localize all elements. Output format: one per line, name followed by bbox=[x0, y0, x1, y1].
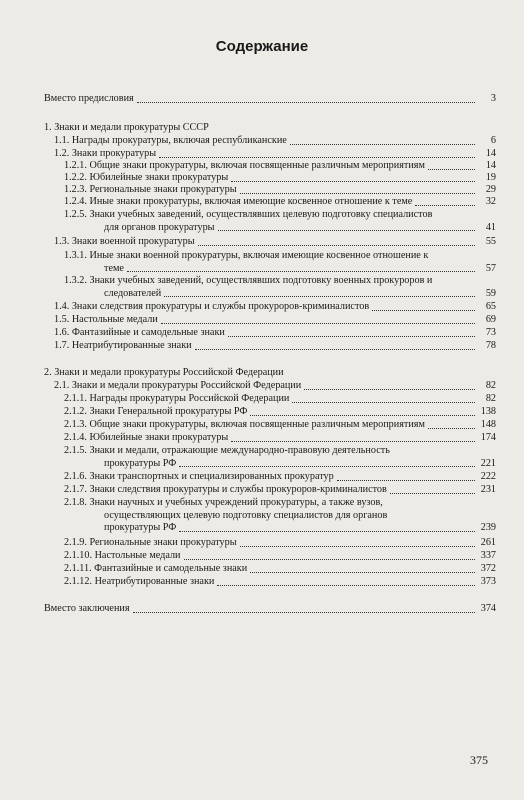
toc-entry bbox=[44, 93, 496, 106]
toc-page-number: 6 bbox=[490, 135, 496, 146]
toc-entry-title: 1.2.1. Общие знаки прокуратуры, включая посвященные различным мероприятиям bbox=[64, 160, 425, 171]
toc-entry-title: 2.1.2. Знаки Генеральной прокуратуры РФ bbox=[64, 406, 248, 417]
toc-leader-dots bbox=[179, 531, 475, 532]
toc-entry-title: 2.1.5. Знаки и медали, отражающие международно-правовую деятельность bbox=[64, 445, 390, 456]
toc-entry-title: 2. Знаки и медали прокуратуры Российской Федерации bbox=[44, 367, 284, 378]
toc-entry-title: 2.1.9. Региональные знаки прокуратуры bbox=[64, 537, 237, 548]
toc-entry-title: 2.1.8. Знаки научных и учебных учреждений прокуратуры, а также вузов, bbox=[64, 497, 383, 508]
toc-entry-title: прокуратуры РФ bbox=[104, 522, 177, 533]
toc-page-number: 73 bbox=[485, 327, 496, 338]
toc-leader-dots bbox=[195, 349, 475, 350]
page-number: 375 bbox=[470, 753, 488, 767]
toc-leader-dots bbox=[290, 144, 475, 145]
toc-entry-title: для органов прокуратуры bbox=[104, 221, 215, 233]
toc-page-number: 373 bbox=[480, 576, 496, 587]
toc-page-number: 239 bbox=[480, 522, 496, 533]
toc-page-number: 3 bbox=[490, 93, 496, 104]
toc-page-number: 69 bbox=[485, 314, 496, 325]
toc-leader-dots bbox=[240, 546, 475, 547]
toc-page-number: 337 bbox=[480, 550, 496, 561]
toc-leader-dots bbox=[250, 415, 475, 416]
toc-entry bbox=[44, 537, 496, 550]
toc-entry bbox=[44, 497, 496, 535]
toc-entry-title: теме bbox=[104, 262, 124, 274]
toc-leader-dots bbox=[292, 402, 475, 403]
toc-entry-title: 2.1.1. Награды прокуратуры Российской Федерации bbox=[64, 393, 290, 404]
toc-entry-title: 1.3.1. Иные знаки военной прокуратуры, включая имеющие косвенное отношение к bbox=[64, 250, 429, 261]
toc-entry bbox=[44, 250, 496, 275]
toc-entry bbox=[44, 209, 496, 234]
toc-entry bbox=[44, 135, 496, 148]
toc-entry-title: прокуратуры РФ bbox=[104, 457, 177, 469]
toc-leader-dots bbox=[161, 323, 475, 324]
toc-page-number: 55 bbox=[485, 236, 496, 247]
toc-entry bbox=[44, 563, 496, 576]
toc-entry bbox=[44, 236, 496, 249]
toc-entry bbox=[44, 550, 496, 563]
toc-page-number: 19 bbox=[485, 172, 496, 183]
toc-page-number: 222 bbox=[480, 471, 496, 482]
toc-entry-title: осуществляющих целевую подготовку специалистов для органов bbox=[104, 509, 388, 521]
toc-leader-dots bbox=[198, 245, 475, 246]
toc-leader-dots bbox=[250, 572, 475, 573]
toc-page-number: 221 bbox=[480, 457, 496, 469]
toc-leader-dots bbox=[415, 205, 475, 206]
toc-entry-title: 1.4. Знаки следствия прокуратуры и службы прокуроров-криминалистов bbox=[54, 301, 370, 312]
toc-leader-dots bbox=[217, 585, 475, 586]
toc-entry-title: следователей bbox=[104, 287, 162, 299]
toc-leader-dots bbox=[231, 441, 475, 442]
toc-entry-title: 1.1. Награды прокуратуры, включая республиканские bbox=[54, 135, 287, 146]
toc-entry bbox=[44, 184, 496, 197]
toc-entry-title: 1.2.5. Знаки учебных заведений, осуществлявших целевую подготовку специалистов bbox=[64, 209, 433, 220]
toc-entry bbox=[44, 603, 496, 616]
toc-leader-dots bbox=[428, 169, 475, 170]
toc-page-number: 82 bbox=[485, 380, 496, 391]
toc-entry bbox=[44, 314, 496, 327]
toc-page-number: 59 bbox=[485, 287, 496, 299]
toc-page-number: 138 bbox=[480, 406, 496, 417]
toc-page-number: 29 bbox=[485, 184, 496, 195]
toc-entry-title: 1.3.2. Знаки учебных заведений, осуществлявших подготовку военных прокуроров и bbox=[64, 275, 433, 286]
toc-page-number: 148 bbox=[480, 419, 496, 430]
toc-page-number: 261 bbox=[480, 537, 496, 548]
toc-page-number: 32 bbox=[485, 196, 496, 207]
toc-entry-title: 2.1. Знаки и медали прокуратуры Российской Федерации bbox=[54, 380, 302, 391]
toc-entry bbox=[44, 148, 496, 161]
toc-entry-title: 1. Знаки и медали прокуратуры СССР bbox=[44, 122, 209, 133]
toc-leader-dots bbox=[159, 157, 475, 158]
toc-entry bbox=[44, 445, 496, 470]
toc-leader-dots bbox=[337, 480, 475, 481]
toc-page-number: 57 bbox=[485, 262, 496, 274]
toc-page-number: 78 bbox=[485, 340, 496, 351]
toc-page-number: 372 bbox=[480, 563, 496, 574]
toc-entry bbox=[44, 380, 496, 393]
toc-entry-title: 1.2. Знаки прокуратуры bbox=[54, 148, 157, 159]
toc-page-number: 41 bbox=[485, 221, 496, 233]
toc-page-number: 14 bbox=[485, 148, 496, 159]
toc-entry bbox=[44, 406, 496, 419]
toc-entry-title: 2.1.3. Общие знаки прокуратуры, включая посвященные различным мероприятиям bbox=[64, 419, 425, 430]
toc-leader-dots bbox=[240, 193, 475, 194]
toc-entry bbox=[44, 471, 496, 484]
toc-leader-dots bbox=[428, 428, 475, 429]
toc-page-number: 14 bbox=[485, 160, 496, 171]
toc-page-number: 174 bbox=[480, 432, 496, 443]
toc-entry bbox=[44, 419, 496, 432]
toc-entry bbox=[44, 327, 496, 340]
toc-leader-dots bbox=[137, 102, 475, 103]
toc-entry bbox=[44, 393, 496, 406]
toc-entry-title: 2.1.4. Юбилейные знаки прокуратуры bbox=[64, 432, 229, 443]
toc-leader-dots bbox=[133, 612, 475, 613]
toc-leader-dots bbox=[228, 336, 475, 337]
toc-entry bbox=[44, 301, 496, 314]
toc-entry-title: 2.1.11. Фантазийные и самодельные знаки bbox=[64, 563, 248, 574]
toc-leader-dots bbox=[231, 181, 475, 182]
toc-entry bbox=[44, 484, 496, 497]
toc-page-number: 374 bbox=[480, 603, 496, 614]
toc-leader-dots bbox=[184, 559, 476, 560]
toc-entry bbox=[44, 275, 496, 300]
toc-entry-title: Вместо предисловия bbox=[44, 93, 134, 104]
toc-entry-title: 2.1.6. Знаки транспортных и специализированных прокуратур bbox=[64, 471, 334, 482]
toc-leader-dots bbox=[218, 230, 475, 231]
toc-entry bbox=[44, 122, 496, 135]
toc-entry-title: 2.1.12. Неатрибутированные знаки bbox=[64, 576, 215, 587]
toc-entry-title: 1.7. Неатрибутированные знаки bbox=[54, 340, 192, 351]
toc-leader-dots bbox=[179, 466, 475, 467]
toc-entry bbox=[44, 367, 496, 380]
toc-entry-title: Вместо заключения bbox=[44, 603, 130, 614]
toc-entry bbox=[44, 340, 496, 353]
toc-entry bbox=[44, 576, 496, 589]
toc-entry-title: 1.5. Настольные медали bbox=[54, 314, 158, 325]
toc-entry-title: 2.1.7. Знаки следствия прокуратуры и службы прокуроров-криминалистов bbox=[64, 484, 387, 495]
toc-entry-title: 1.3. Знаки военной прокуратуры bbox=[54, 236, 195, 247]
toc-entry bbox=[44, 160, 496, 173]
toc-page-number: 65 bbox=[485, 301, 496, 312]
toc-entry-title: 1.2.4. Иные знаки прокуратуры, включая имеющие косвенное отношение к теме bbox=[64, 196, 413, 207]
toc-leader-dots bbox=[390, 493, 475, 494]
toc-leader-dots bbox=[164, 296, 475, 297]
toc-leader-dots bbox=[127, 271, 475, 272]
toc-entry bbox=[44, 172, 496, 185]
toc-page-number: 82 bbox=[485, 393, 496, 404]
toc-entry-title: 1.6. Фантазийные и самодельные знаки bbox=[54, 327, 225, 338]
toc-entry-title: 1.2.3. Региональные знаки прокуратуры bbox=[64, 184, 237, 195]
toc-entry bbox=[44, 196, 496, 209]
toc-entry bbox=[44, 432, 496, 445]
toc-entry-title: 1.2.2. Юбилейные знаки прокуратуры bbox=[64, 172, 229, 183]
toc-page-number: 231 bbox=[480, 484, 496, 495]
toc-leader-dots bbox=[304, 389, 475, 390]
toc-entry-title: 2.1.10. Настольные медали bbox=[64, 550, 181, 561]
toc-leader-dots bbox=[372, 310, 475, 311]
page-title: Содержание bbox=[215, 38, 309, 55]
